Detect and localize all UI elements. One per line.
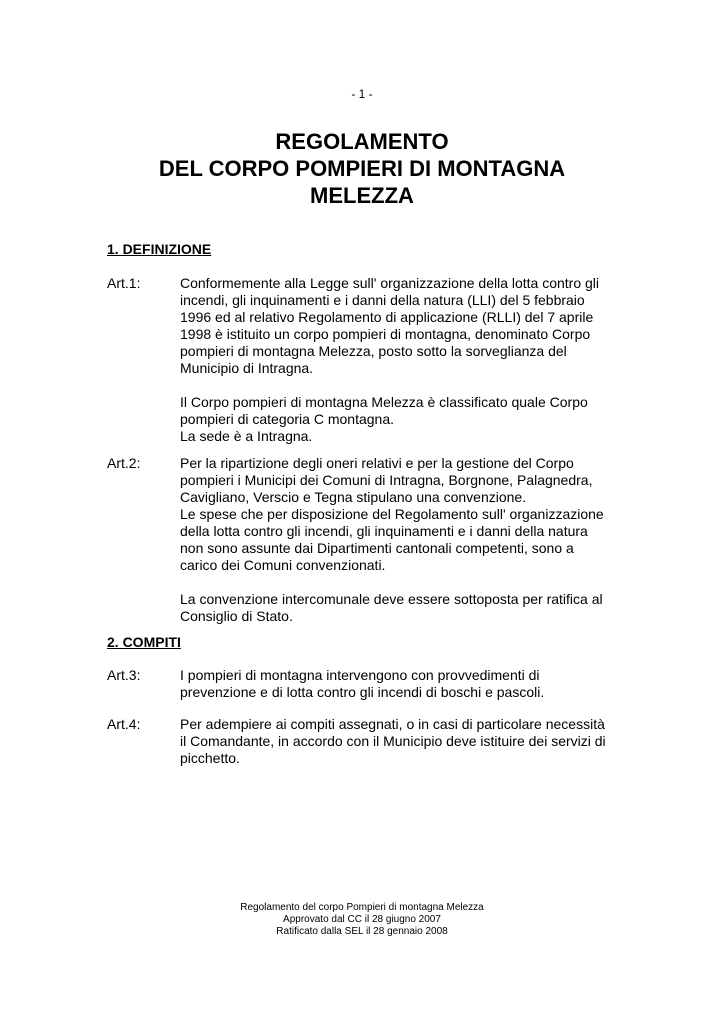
document-title — [0, 128, 724, 209]
text-line: carico dei Comuni convenzionati. — [180, 557, 386, 573]
text-line: Conformemente alla Legge sull' organizzazione della lotta contro gli — [180, 275, 600, 291]
article-label: Art.4: — [107, 716, 141, 732]
text-line: La convenzione intercomunale deve essere sottoposta per ratifica al — [180, 591, 603, 607]
text-line: Per la ripartizione degli oneri relativi e per la gestione del Corpo — [180, 455, 574, 471]
text-line: il Comandante, in accordo con il Municipio deve istituire dei servizi di — [180, 733, 606, 749]
text-line: pompieri di categoria C montagna. — [180, 411, 395, 427]
article-label: Art.2: — [107, 455, 141, 471]
page-footer — [0, 902, 724, 938]
text-line: non sono assunte dai Dipartimenti cantonali competenti, sono a — [180, 540, 574, 556]
text-line: incendi, gli inquinamenti e i danni della natura (LLI) del 5 febbraio — [180, 292, 585, 308]
section-heading-compiti: 2. COMPITI — [107, 634, 181, 650]
title-line-3: MELEZZA — [310, 183, 414, 208]
article-label: Art.1: — [107, 275, 141, 291]
page-number: - 1 - — [351, 87, 373, 101]
text-line: 1998 è istituito un corpo pompieri di montagna, denominato Corpo — [180, 326, 591, 342]
article-2 — [107, 455, 619, 625]
text-line: prevenzione e di lotta contro gli incendi di boschi e pascoli. — [180, 684, 545, 700]
footer-line-2: Approvato dal CC il 28 giugno 2007 — [283, 914, 441, 925]
article-paragraph — [180, 591, 619, 625]
text-line: La sede è a Intragna. — [180, 428, 313, 444]
text-line: 1996 ed al relativo Regolamento di applicazione (RLLI) del 7 aprile — [180, 309, 594, 325]
text-line: Il Corpo pompieri di montagna Melezza è classificato quale Corpo — [180, 394, 588, 410]
title-line-2: DEL CORPO POMPIERI DI MONTAGNA — [158, 156, 566, 181]
article-paragraph — [180, 455, 619, 574]
text-line: pompieri di montagna Melezza, posto sotto la sorveglianza del — [180, 343, 567, 359]
text-line: pompieri i Municipi dei Comuni di Intragna, Borgnone, Palagnedra, — [180, 472, 593, 488]
text-line: Per adempiere ai compiti assegnati, o in casi di particolare necessità — [180, 716, 605, 732]
text-line: della lotta contro gli incendi, gli inquinamenti e i danni della natura — [180, 523, 588, 539]
article-paragraph — [180, 716, 619, 767]
article-label: Art.3: — [107, 667, 141, 683]
text-line: Le spese che per disposizione del Regolamento sull' organizzazione — [180, 506, 604, 522]
article-paragraph — [180, 394, 619, 445]
section-heading-definizione: 1. DEFINIZIONE — [107, 241, 212, 257]
article-3 — [107, 667, 619, 701]
footer-line-3: Ratificato dalla SEL il 28 gennaio 2008 — [276, 926, 448, 937]
title-line-1: REGOLAMENTO — [275, 129, 449, 154]
text-line: picchetto. — [180, 750, 240, 766]
text-line: Consiglio di Stato. — [180, 608, 293, 624]
article-paragraph — [180, 275, 619, 377]
article-1 — [107, 275, 619, 445]
article-paragraph — [180, 667, 619, 701]
text-line: I pompieri di montagna intervengono con provvedimenti di — [180, 667, 540, 683]
text-line: Municipio di Intragna. — [180, 360, 314, 376]
text-line: Cavigliano, Verscio e Tegna stipulano una convenzione. — [180, 489, 527, 505]
footer-line-1: Regolamento del corpo Pompieri di montagna Melezza — [240, 902, 484, 913]
article-4 — [107, 716, 619, 767]
